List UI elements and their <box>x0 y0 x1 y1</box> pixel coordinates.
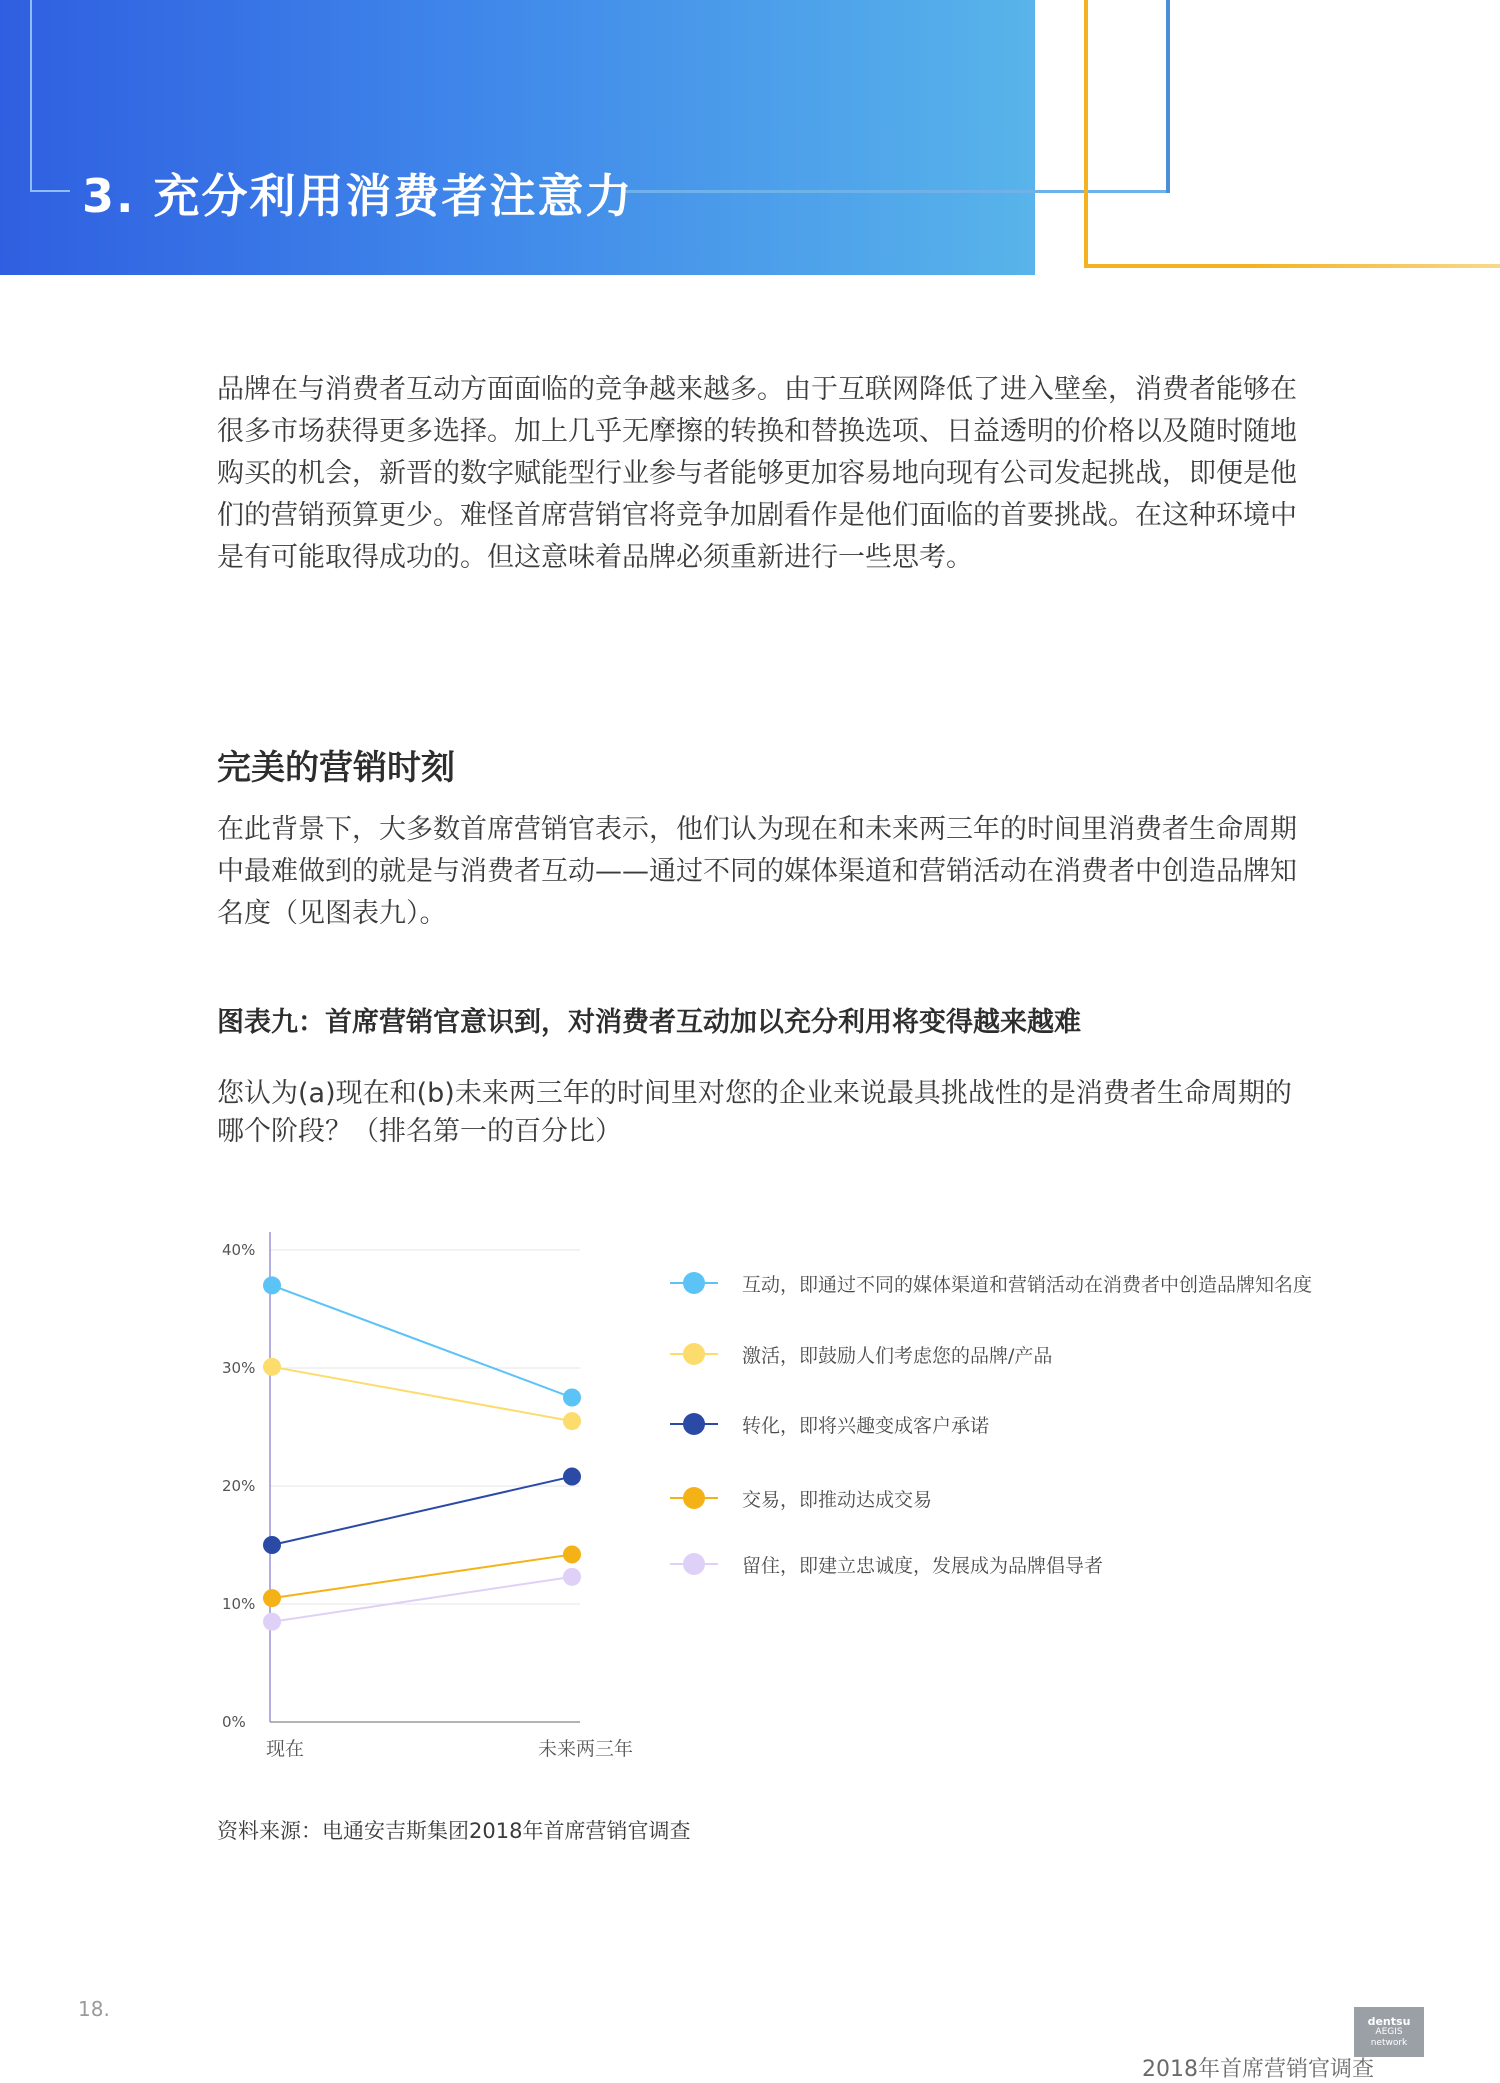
legend-swatch-dot <box>683 1343 705 1365</box>
data-point <box>263 1589 281 1607</box>
series-line <box>272 1477 572 1545</box>
figure-source: 资料来源：电通安吉斯集团2018年首席营销官调查 <box>217 1819 691 1843</box>
legend-item <box>670 1551 1103 1577</box>
legend-item <box>670 1411 989 1437</box>
header-decor-frame <box>1166 0 1170 193</box>
page-title: 3. 充分利用消费者注意力 <box>82 169 634 223</box>
data-point <box>263 1613 281 1631</box>
x-tick-label: 未来两三年 <box>538 1738 634 1760</box>
legend-swatch <box>670 1270 718 1296</box>
y-tick-label: 20% <box>222 1477 256 1495</box>
page-number: 18. <box>78 1997 110 2021</box>
legend-swatch-dot <box>683 1413 705 1435</box>
legend-label: 互动，即通过不同的媒体渠道和营销活动在消费者中创造品牌知名度 <box>742 1273 1313 1296</box>
logo-line: network <box>1370 2037 1408 2048</box>
legend-item <box>670 1341 1052 1367</box>
figure-caption: 图表九：首席营销官意识到，对消费者互动加以充分利用将变得越来越难 <box>217 1007 1081 1038</box>
figure-question: 您认为(a)现在和(b)未来两三年的时间里对您的企业来说最具挑战性的是消费者生命周期的哪个阶段？（排名第一的百分比） <box>217 1078 1292 1147</box>
dentsu-aegis-logo <box>1354 2007 1424 2057</box>
legend-swatch <box>670 1411 718 1437</box>
y-tick-label: 0% <box>222 1713 246 1731</box>
data-point <box>563 1468 581 1486</box>
legend-swatch-dot <box>683 1487 705 1509</box>
legend-swatch <box>670 1551 718 1577</box>
legend-swatch-dot <box>683 1553 705 1575</box>
series-line <box>272 1577 572 1622</box>
data-point <box>263 1536 281 1554</box>
series-line <box>272 1285 572 1397</box>
data-point <box>563 1568 581 1586</box>
header-decor-line <box>30 190 70 192</box>
legend-label: 转化，即将兴趣变成客户承诺 <box>742 1414 990 1437</box>
footer-report-title: 2018年首席营销官调查 <box>1142 2057 1374 2082</box>
data-point <box>263 1276 281 1294</box>
legend-label: 留住，即建立忠诚度，发展成为品牌倡导者 <box>742 1554 1104 1577</box>
legend-item <box>670 1485 932 1511</box>
section-paragraph: 在此背景下，大多数首席营销官表示，他们认为现在和未来两三年的时间里消费者生命周期中最难做到的就是与消费者互动——通过不同的媒体渠道和营销活动在消费者中创造品牌知名度（见图表九）。 <box>217 814 1297 929</box>
legend-item <box>670 1270 1312 1296</box>
y-tick-label: 30% <box>222 1359 256 1377</box>
y-tick-label: 10% <box>222 1595 256 1613</box>
legend-label: 交易，即推动达成交易 <box>742 1488 933 1511</box>
legend-swatch <box>670 1485 718 1511</box>
series-line <box>272 1554 572 1598</box>
header-decor-frame <box>1084 0 1088 268</box>
header-decor-frame <box>1084 264 1500 268</box>
x-tick-label: 现在 <box>266 1738 305 1760</box>
logo-line: AEGIS <box>1375 2026 1403 2037</box>
legend-swatch-dot <box>683 1272 705 1294</box>
logo-line: dentsu <box>1367 2014 1411 2028</box>
header-banner <box>0 0 1035 275</box>
legend-label: 激活，即鼓励人们考虑您的品牌/产品 <box>742 1344 1053 1367</box>
data-point <box>263 1358 281 1376</box>
data-point <box>563 1389 581 1407</box>
section-heading: 完美的营销时刻 <box>217 748 455 788</box>
data-point <box>563 1545 581 1563</box>
series-line <box>272 1367 572 1421</box>
header-decor-line <box>30 0 32 192</box>
intro-paragraph: 品牌在与消费者互动方面面临的竞争越来越多。由于互联网降低了进入壁垒，消费者能够在很多市场获得更多选择。加上几乎无摩擦的转换和替换选项、日益透明的价格以及随时随地购买的机会，新晋的数字赋能型行业参与者能够更加容易地向现有公司发起挑战，即便是他们的营销预算更少。难怪首席营销官将竞争加剧看作是他们面临的首要挑战。在这种环境中是有可能取得成功的。但这意味着品牌必须重新进行一些思考。 <box>217 374 1297 573</box>
data-point <box>563 1412 581 1430</box>
y-tick-label: 40% <box>222 1241 256 1259</box>
legend-swatch <box>670 1341 718 1367</box>
